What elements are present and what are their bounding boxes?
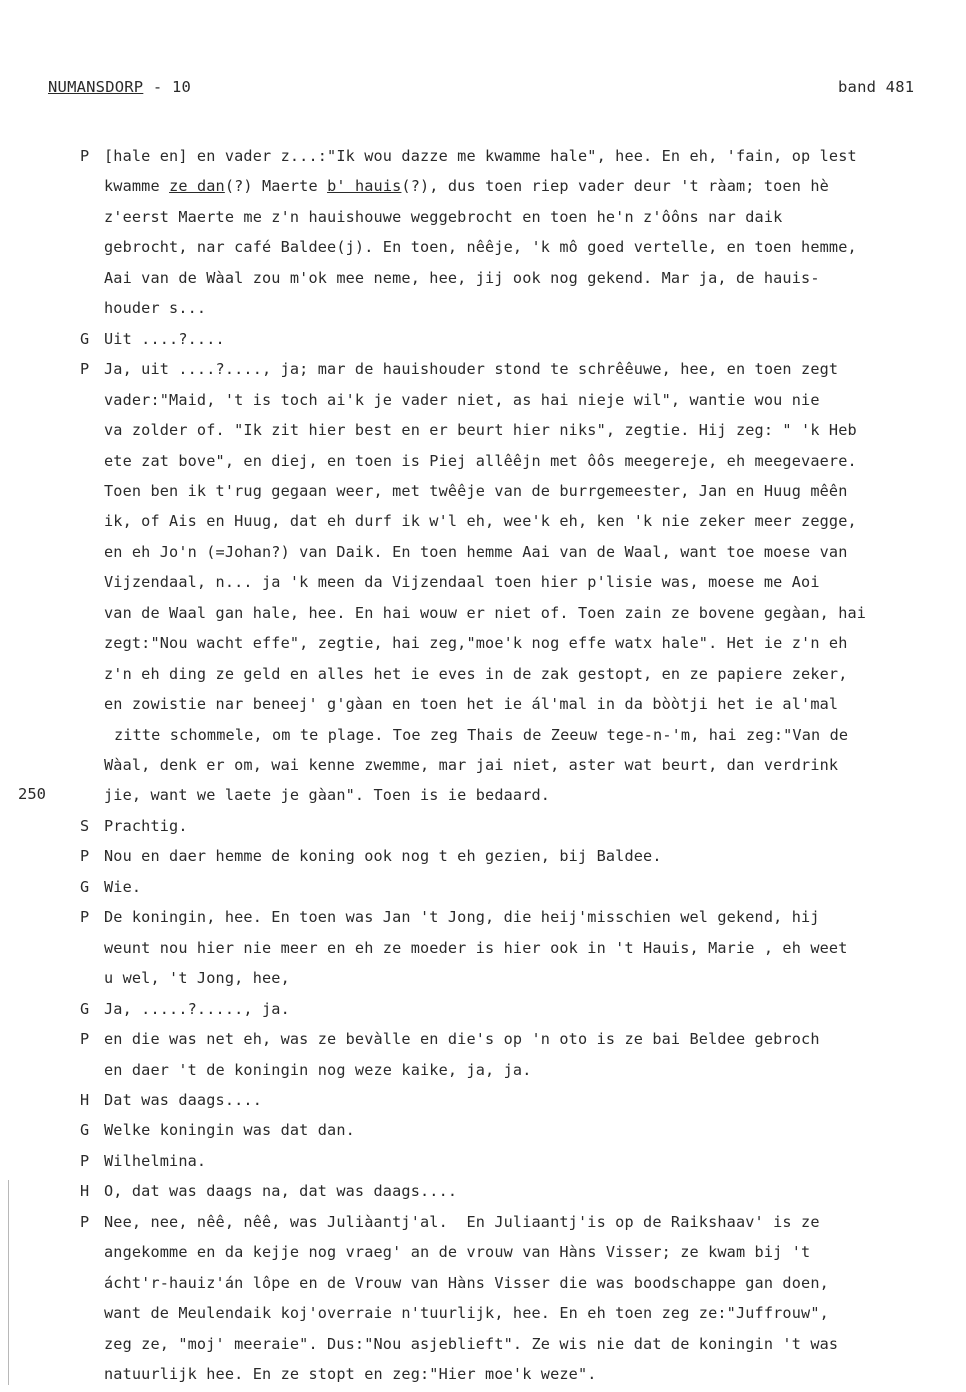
transcript-line [0,232,966,262]
speaker-label: G [80,877,90,896]
utterance-text: Aai van de Wàal zou m'ok mee neme, hee, jij ook nog gekend. Mar ja, de hauis- [104,268,820,287]
transcript-line [0,628,966,658]
transcript-line [0,598,966,628]
utterance-text: Toen ben ik t'rug gegaan weer, met twêêje van de burrgemeester, Jan en Huug mêên [104,481,848,500]
transcript-line [0,1115,966,1145]
utterance-text: Nee, nee, nêê, nêê, was Juliàantj'al. En Juliaantj'is op de Raikshaav' is ze [104,1212,820,1231]
transcript-line [0,202,966,232]
utterance-text: Dat was daags.... [104,1090,262,1109]
speaker-label: P [80,1151,90,1170]
speaker-label: P [80,847,90,866]
utterance-text: z'eerst Maerte me z'n hauishouwe weggebrocht en toen he'n z'ôôns nar daik [104,207,783,226]
transcript-line [0,446,966,476]
transcript-line [0,811,966,841]
utterance-text: Ja, uit ....?...., ja; mar de hauishouder stond te schrêêuwe, hee, en toen zegt [104,360,839,379]
transcript-line [0,1298,966,1328]
utterance-text: ácht'r-hauiz'án lôpe en de Vrouw van Hàns Visser die was boodschappe gan doen, [104,1273,829,1292]
text-segment: kwamme [104,177,170,196]
utterance-text: Uit ....?.... [104,329,225,348]
utterance-text: van de Waal gan hale, hee. En hai wouw er niet of. Toen zain ze bovene gegàan, hai [104,603,867,622]
transcript-line [0,324,966,354]
speaker-label: S [80,816,90,835]
transcript-line [0,750,966,780]
transcript-line [0,1055,966,1085]
utterance-text: z'n eh ding ze geld en alles het ie eves in de zak gestopt, en ze papiere zeker, [104,664,848,683]
utterance-text: ete zat bove", en diej, en toen is Piej allêêjn met ôôs meegereje, eh meegevaere. [104,451,857,470]
transcript-line [0,385,966,415]
transcript-line [0,141,966,171]
transcript-line [0,476,966,506]
underlined-text: b' hauis [327,177,402,196]
utterance-text: en eh Jo'n (=Johan?) van Daik. En toen hemme Aai van de Waal, want toe moese van [104,542,848,561]
utterance-text: zeg ze, "moj' meeraie". Dus:"Nou asjeblieft". Ze wis nie dat de koningin 't was [104,1334,839,1353]
utterance-text: Vijzendaal, n... ja 'k meen da Vijzendaal toen hier p'lisie was, moese me Aoi [104,573,820,592]
transcript-line [0,1207,966,1237]
transcript-line [0,1146,966,1176]
utterance-text: [hale en] en vader z...:"Ik wou dazze me kwamme hale", hee. En eh, 'fain, op lest [104,147,857,165]
utterance-text: en die was net eh, was ze bevàlle en die's op 'n oto is ze bai Beldee gebroch [104,1030,820,1049]
transcript-line [0,1176,966,1206]
transcript-line [0,1359,966,1389]
utterance-text: Nou en daer hemme de koning ook nog t eh gezien, bij Baldee. [104,847,662,866]
utterance-text: natuurlijk hee. En ze stopt en zeg:"Hier moe'k weze". [104,1365,597,1383]
transcript-line [0,1329,966,1359]
utterance-text: gebrocht, nar café Baldee(j). En toen, nêêje, 'k mô goed vertelle, en toen hemme, [104,238,857,257]
text-segment: (?) Maerte [224,177,328,196]
utterance-text: u wel, 't Jong, hee, [104,969,290,988]
speaker-label: G [80,1121,90,1140]
utterance-text [104,171,829,201]
utterance-text: want de Meulendaik koj'overraie n'tuurlijk, hee. En eh toen zeg ze:"Juffrouw", [104,1304,829,1323]
transcript-line [0,994,966,1024]
transcript-line [0,415,966,445]
speaker-label: P [80,1212,90,1231]
utterance-text: Ja, .....?....., ja. [104,999,290,1018]
transcript-line [0,354,966,384]
utterance-text: Wàal, denk er om, wai kenne zwemme, mar jai niet, aster wat beurt, dan verdrink [104,756,839,774]
utterance-text: angekomme en da kejje nog vraeg' an de vrouw van Hàns Visser; ze kwam bij 't [104,1243,811,1262]
transcript-line [0,933,966,963]
utterance-text: Wie. [104,877,142,896]
page-header [48,78,191,96]
transcript-line [0,171,966,201]
transcript-line [0,872,966,902]
utterance-text: zegt:"Nou wacht effe", zegtie, hai zeg,"moe'k nog effe watx hale". Het ie z'n eh [104,634,848,653]
speaker-label: P [80,908,90,927]
speaker-label: H [80,1090,90,1109]
speaker-label: P [80,147,90,165]
transcript-line [0,506,966,536]
transcript-line [0,780,966,810]
speaker-label: P [80,1030,90,1049]
speaker-label: G [80,329,90,348]
transcript-line [0,537,966,567]
page-number: 10 [171,78,192,96]
utterance-text: ik, of Ais en Huug, dat eh durf ik w'l eh, wee'k eh, ken 'k nie zeker meer zegge, [104,512,857,531]
transcript-line [0,689,966,719]
transcript-line [0,720,966,750]
transcript-line [0,263,966,293]
utterance-text: Prachtig. [104,816,188,835]
transcript-line [0,659,966,689]
text-segment: (?), dus toen riep vader deur 't ràam; toen hè [401,177,829,196]
utterance-text: va zolder of. "Ik zit hier best en er beurt hier niks", zegtie. Hij zeg: " 'k Heb [104,421,857,440]
transcript-line [0,902,966,932]
utterance-text: vader:"Maid, 't is toch ai'k je vader niet, as hai nieje wil", wantie wou nie [104,390,820,409]
band-label: band 481 [838,78,915,96]
header-separator: - [143,78,172,96]
transcript-line [0,1085,966,1115]
speaker-label: P [80,360,90,379]
transcript-line [0,1024,966,1054]
utterance-text: Welke koningin was dat dan. [104,1121,355,1140]
utterance-text: en zowistie nar beneej' g'gàan en toen het ie ál'mal in da bòòtji het ie al'mal [104,695,839,714]
line-number-marker: 250 [18,785,46,803]
utterance-text: en daer 't de koningin nog weze kaike, ja, ja. [104,1060,532,1079]
utterance-text: jie, want we laete je gàan". Toen is ie bedaard. [104,786,551,805]
utterance-text: zitte schommele, om te plage. Toe zeg Thais de Zeeuw tege-n-'m, hai zeg:"Van de [114,725,849,744]
utterance-text: weunt nou hier nie meer en eh ze moeder is hier ook in 't Hauis, Marie , eh weet [104,938,848,957]
utterance-text: Wilhelmina. [104,1151,207,1170]
place-name: NUMANSDORP [48,78,144,96]
transcript-line [0,1237,966,1267]
utterance-text: O, dat was daags na, dat was daags.... [104,1182,458,1201]
transcript-line [0,841,966,871]
utterance-text: De koningin, hee. En toen was Jan 't Jong, die heij'misschien wel gekend, hij [104,908,820,927]
underlined-text: ze dan [169,177,225,196]
transcript-line [0,1268,966,1298]
utterance-text: houder s... [104,299,207,318]
speaker-label: G [80,999,90,1018]
transcript-line [0,963,966,993]
speaker-label: H [80,1182,90,1201]
transcript-line [0,293,966,323]
transcript-line [0,567,966,597]
